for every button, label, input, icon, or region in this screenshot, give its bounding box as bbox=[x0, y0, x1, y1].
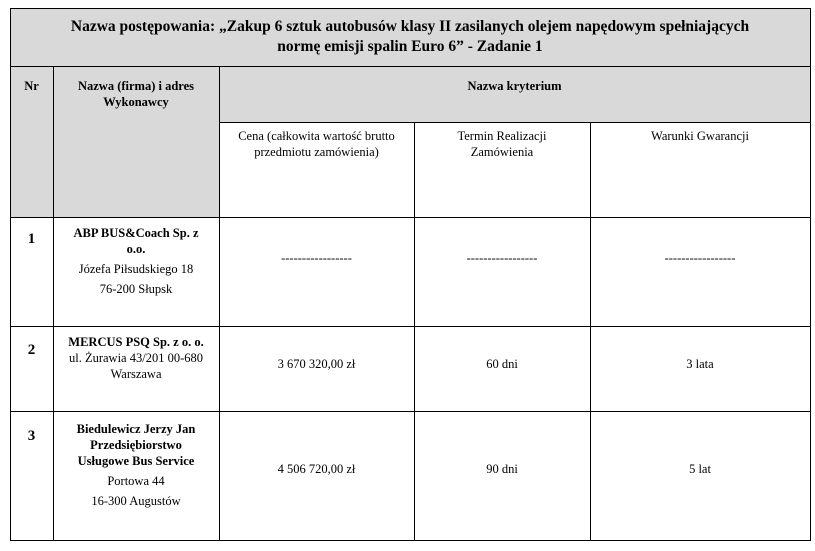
row2-price bbox=[219, 356, 414, 372]
header-term bbox=[414, 128, 590, 160]
row3-price-value: 4 506 720,00 zł bbox=[277, 462, 356, 476]
row3-firm-addr-line2: 16-300 Augustów bbox=[91, 494, 181, 508]
h-line-header-bottom bbox=[10, 217, 811, 218]
h-line-row2-bottom bbox=[10, 411, 811, 412]
row1-firm-addr-line1: Józefa Piłsudskiego 18 bbox=[78, 262, 194, 276]
h-line-bottom bbox=[10, 540, 811, 541]
row3-term-value: 90 dni bbox=[486, 462, 518, 476]
row3-firm bbox=[53, 421, 219, 509]
v-line-left bbox=[10, 8, 11, 541]
row2-term-value: 60 dni bbox=[486, 357, 518, 371]
v-line-price bbox=[414, 122, 415, 541]
row2-price-value: 3 670 320,00 zł bbox=[277, 357, 356, 371]
procedure-title-line1: Nazwa postępowania: „Zakup 6 sztuk autobusów klasy II zasilanych olejem napędowym spełniających bbox=[70, 18, 750, 35]
header-criteria bbox=[219, 78, 810, 94]
row3-term bbox=[414, 461, 590, 477]
header-price-line1: Cena (całkowita wartość brutto bbox=[238, 129, 395, 143]
header-price bbox=[219, 128, 414, 160]
row1-price-value: ----------------- bbox=[281, 251, 352, 265]
v-line-nr bbox=[53, 66, 54, 541]
procedure-title-line2: normę emisji spalin Euro 6” - Zadanie 1 bbox=[277, 38, 543, 55]
row2-warranty bbox=[590, 356, 810, 372]
header-firm bbox=[53, 78, 219, 110]
header-criteria-bg bbox=[219, 66, 810, 122]
row2-firm-addr-line1: ul. Żurawia 43/201 00-680 bbox=[68, 351, 203, 365]
row1-warranty-value: ----------------- bbox=[664, 251, 736, 265]
header-term-line1: Termin Realizacji bbox=[457, 129, 547, 143]
header-nr bbox=[10, 78, 53, 94]
row1-warranty bbox=[590, 250, 810, 266]
row2-nr-value: 2 bbox=[27, 342, 36, 358]
header-term-line2: Zamówienia bbox=[470, 145, 534, 159]
row1-price bbox=[219, 250, 414, 266]
row2-firm-name-line1: MERCUS PSQ Sp. z o. o. bbox=[68, 335, 204, 349]
header-firm-line1: Nazwa (firma) i adres bbox=[77, 79, 195, 93]
row1-nr bbox=[10, 231, 53, 248]
h-line-row1-bottom bbox=[10, 326, 811, 327]
procedure-title bbox=[10, 8, 810, 66]
row1-firm-name-line1: ABP BUS&Coach Sp. z bbox=[73, 226, 199, 240]
row3-firm-name-line1: Biedulewicz Jerzy Jan bbox=[76, 422, 196, 436]
row3-firm-name-line3: Usługowe Bus Service bbox=[77, 454, 195, 468]
row2-term bbox=[414, 356, 590, 372]
row3-firm-addr-line1: Portowa 44 bbox=[107, 474, 165, 488]
row3-warranty-value: 5 lat bbox=[689, 462, 711, 476]
row3-nr-value: 3 bbox=[27, 428, 36, 444]
header-price-line2: przedmiotu zamówienia) bbox=[254, 145, 379, 159]
row3-firm-name-line2: Przedsiębiorstwo bbox=[90, 438, 182, 452]
row3-warranty bbox=[590, 461, 810, 477]
row1-firm bbox=[53, 225, 219, 297]
row1-firm-name-line2: o.o. bbox=[126, 242, 146, 256]
v-line-firm bbox=[219, 66, 220, 541]
row2-firm bbox=[53, 334, 219, 382]
row1-term bbox=[414, 250, 590, 266]
row2-nr bbox=[10, 342, 53, 359]
row3-price bbox=[219, 461, 414, 477]
header-firm-line2: Wykonawcy bbox=[103, 95, 169, 109]
row2-firm-addr-line2: Warszawa bbox=[110, 367, 162, 381]
header-criteria-label: Nazwa kryterium bbox=[467, 79, 562, 93]
header-warranty bbox=[590, 128, 810, 144]
row1-term-value: ----------------- bbox=[466, 251, 538, 265]
v-line-term bbox=[590, 122, 591, 541]
h-line-criteria-bottom bbox=[219, 122, 811, 123]
row3-nr bbox=[10, 428, 53, 445]
row1-firm-addr-line2: 76-200 Słupsk bbox=[99, 282, 173, 296]
h-line-title-bottom bbox=[10, 66, 811, 67]
row1-nr-value: 1 bbox=[27, 231, 36, 247]
row2-warranty-value: 3 lata bbox=[686, 357, 714, 371]
v-line-right bbox=[810, 8, 811, 541]
h-line-top bbox=[10, 8, 811, 9]
header-nr-label: Nr bbox=[24, 79, 39, 93]
header-warranty-label: Warunki Gwarancji bbox=[651, 129, 749, 143]
